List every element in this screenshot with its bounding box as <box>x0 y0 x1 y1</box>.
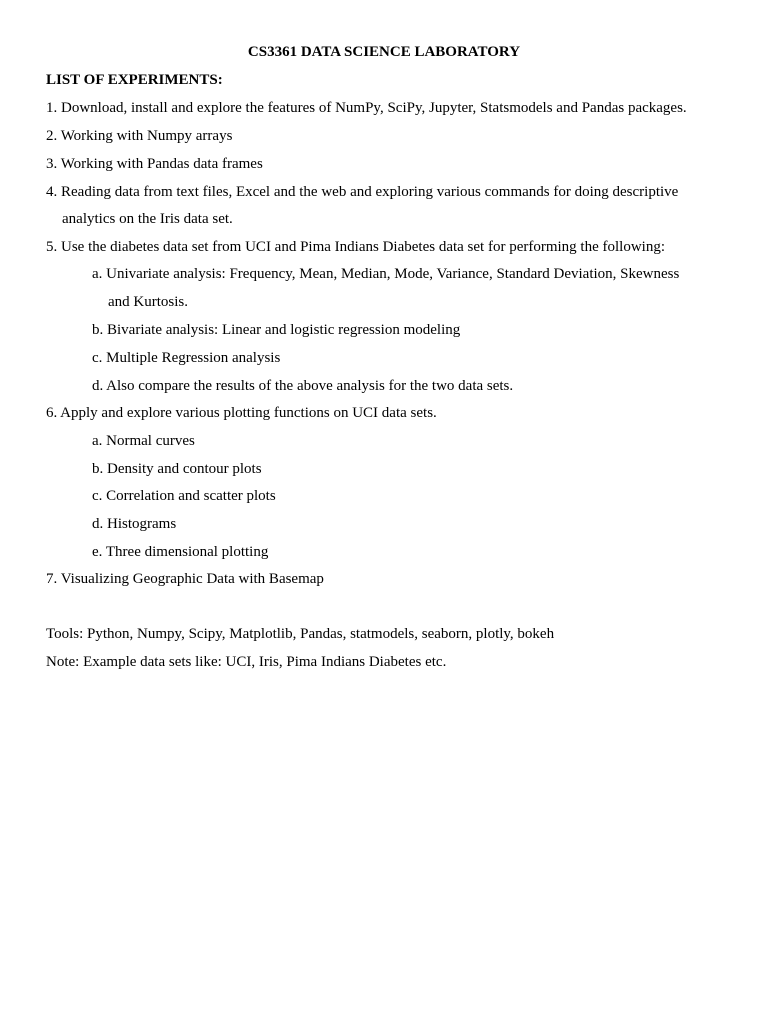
document-title: CS3361 DATA SCIENCE LABORATORY <box>247 44 521 60</box>
experiment-5: 5. Use the diabetes data set from UCI and Pima Indians Diabetes data set for performing the following: <box>46 239 665 255</box>
experiment-6-subitem-e: e. Three dimensional plotting <box>92 544 269 560</box>
experiment-6-subitem-d: d. Histograms <box>92 516 177 532</box>
experiment-6-subitem-a: a. Normal curves <box>92 433 195 449</box>
experiment-4: 4. Reading data from text files, Excel and the web and exploring various commands for doing descriptive <box>46 184 679 200</box>
experiment-5-subitem-c: c. Multiple Regression analysis <box>92 350 281 366</box>
experiment-7: 7. Visualizing Geographic Data with Basemap <box>46 571 324 587</box>
experiment-5-subitem-a-continuation: and Kurtosis. <box>108 294 188 310</box>
experiment-5-subitem-d: d. Also compare the results of the above analysis for the two data sets. <box>92 378 514 394</box>
experiment-5-subitem-a: a. Univariate analysis: Frequency, Mean, Median, Mode, Variance, Standard Deviation, Skewness <box>92 266 680 282</box>
experiment-6-subitem-b: b. Density and contour plots <box>92 461 262 477</box>
tools-line: Tools: Python, Numpy, Scipy, Matplotlib, Pandas, statmodels, seaborn, plotly, bokeh <box>46 626 555 642</box>
note-line: Note: Example data sets like: UCI, Iris, Pima Indians Diabetes etc. <box>46 654 447 670</box>
experiment-5-subitem-b: b. Bivariate analysis: Linear and logistic regression modeling <box>92 322 461 338</box>
experiment-6-subitem-c: c. Correlation and scatter plots <box>92 488 276 504</box>
experiments-heading: LIST OF EXPERIMENTS: <box>46 72 223 88</box>
experiment-6: 6. Apply and explore various plotting functions on UCI data sets. <box>46 405 437 421</box>
experiment-4-continuation: analytics on the Iris data set. <box>62 211 233 227</box>
experiment-3: 3. Working with Pandas data frames <box>46 156 263 172</box>
experiment-1: 1. Download, install and explore the features of NumPy, SciPy, Jupyter, Statsmodels and Pandas packages. <box>46 100 687 116</box>
experiment-2: 2. Working with Numpy arrays <box>46 128 233 144</box>
